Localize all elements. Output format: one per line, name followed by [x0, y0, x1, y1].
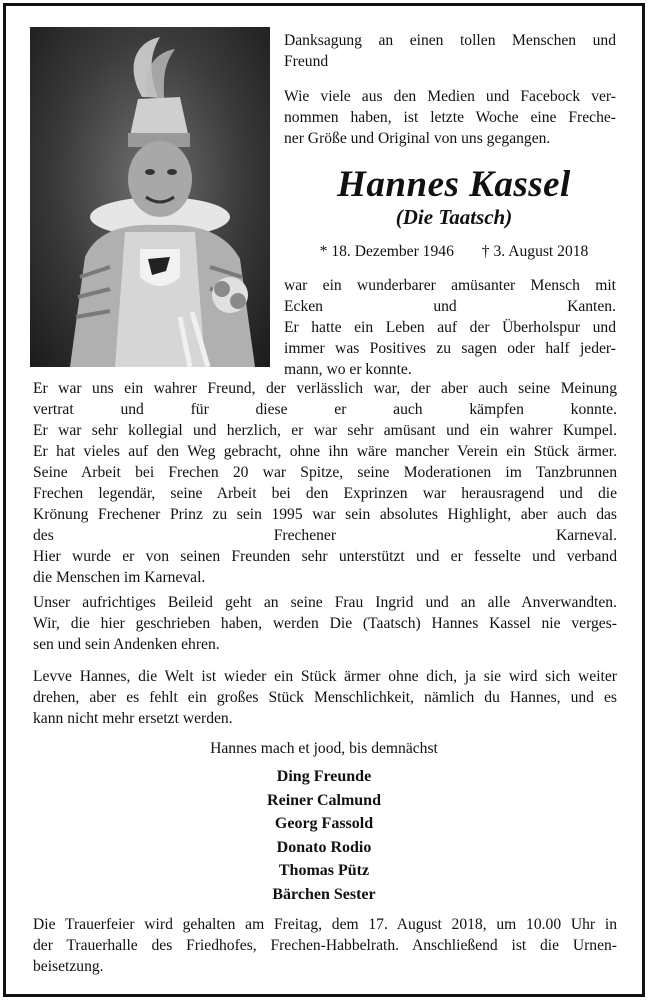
side-line: war ein wunderbarer amüsanter Mensch mit [284, 277, 616, 294]
condolence-line: sen und sein Andenken ehren. [33, 636, 220, 653]
heading-line: Danksagung an einen tollen Menschen und [284, 32, 616, 49]
birth-date: * 18. Dezember 1946 [319, 243, 454, 260]
body-line: Hier wurde er von seinen Freunden sehr unterstützt und er fesselte und verband [33, 548, 617, 565]
body-paragraph [33, 378, 617, 588]
levve-line: drehen, aber es fehlt ein großes Stück Menschlichkeit, nämlich du Hannes, und es [33, 689, 617, 706]
side-line: Ecken und Kanten. [284, 298, 616, 315]
body-line: die Menschen im Karneval. [33, 569, 206, 586]
intro-line: Wie viele aus den Medien und Facebock ver- [284, 88, 616, 105]
deceased-nickname: (Die Taatsch) [395, 205, 513, 229]
levve-paragraph [33, 666, 617, 729]
portrait-photo [30, 27, 270, 367]
intro-line: nommen haben, ist letzte Woche eine Freche- [284, 109, 616, 126]
body-line: Er war sehr kollegial und herzlich, er war sehr amüsant und ein wahrer Kumpel. [33, 422, 617, 439]
signer-name: Bärchen Sester [272, 885, 376, 903]
signer-name: Donato Rodio [276, 838, 372, 856]
body-line: des Frechener Karneval. [33, 527, 617, 544]
levve-line: kann nicht mehr ersetzt werden. [33, 710, 233, 727]
signer-name: Reiner Calmund [267, 791, 381, 809]
funeral-line: Die Trauerfeier wird gehalten am Freitag, dem 17. August 2018, um 10.00 Uhr in [33, 916, 617, 933]
side-paragraph [284, 275, 616, 380]
body-line: Er hat vieles auf den Weg gebracht, ohne ihn wäre mancher Verein ein Stück ärmer. [33, 443, 617, 460]
heading-line: Freund [284, 53, 329, 70]
body-line: Krönung Frechener Prinz zu sein 1995 war sein absolutes Highlight, aber auch das [33, 506, 617, 523]
funeral-notice [33, 914, 617, 977]
funeral-line: der Trauerhalle des Friedhofes, Frechen-Habbelrath. Anschließend ist die Urnen- [33, 937, 617, 954]
deceased-name: Hannes Kassel [337, 164, 571, 205]
body-line: Er war uns ein wahrer Freund, der verlässlich war, der aber auch seine Meinung [33, 380, 617, 397]
side-line: mann, wo er konnte. [284, 361, 412, 378]
signer-list [0, 765, 648, 906]
condolence-line: Wir, die hier geschrieben haben, werden Die (Taatsch) Hannes Kassel nie verges- [33, 615, 617, 632]
funeral-line: beisetzung. [33, 958, 104, 975]
intro-paragraph [284, 86, 616, 149]
death-date: † 3. August 2018 [481, 243, 589, 260]
heading-text [284, 30, 616, 72]
body-line: Frechen legendär, seine Arbeit bei den Exprinzen war herausragend und die [33, 485, 617, 502]
signer-name: Ding Freunde [276, 768, 372, 785]
carnival-prince-portrait [30, 27, 270, 367]
farewell-line: Hannes mach et jood, bis demnächst [210, 740, 438, 757]
body-line: Seine Arbeit bei Frechen 20 war Spitze, seine Moderationen im Tanzbrunnen [33, 464, 617, 481]
signer-name: Georg Fassold [274, 815, 374, 832]
life-dates [284, 243, 624, 261]
side-line: immer was Positives zu sagen oder half jeder- [284, 340, 616, 357]
levve-line: Levve Hannes, die Welt ist wieder ein Stück ärmer ohne dich, ja sie wird sich weiter [33, 668, 617, 685]
body-line: vertrat und für diese er auch kämpfen konnte. [33, 401, 617, 418]
condolence-paragraph [33, 592, 617, 655]
condolence-line: Unser aufrichtiges Beileid geht an seine Frau Ingrid und an alle Anverwandten. [33, 594, 617, 611]
intro-line: ner Größe und Original von uns gegangen. [284, 130, 551, 147]
side-line: Er hatte ein Leben auf der Überholspur und [284, 319, 616, 336]
signer-name: Thomas Pütz [278, 862, 370, 879]
